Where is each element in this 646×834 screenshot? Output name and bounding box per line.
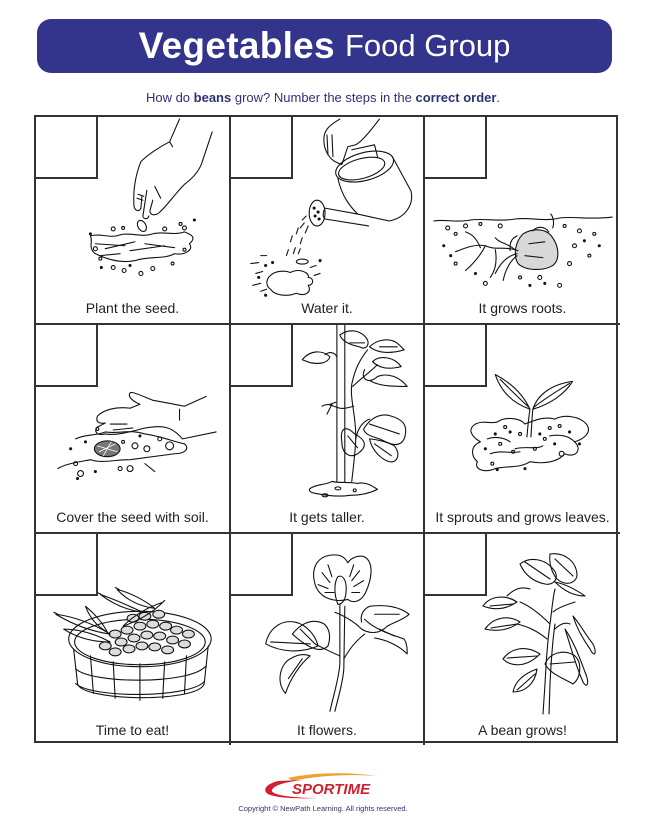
copyright-notice: Copyright © NewPath Learning. All rights reserved. (238, 804, 408, 813)
number-answer-box[interactable] (425, 325, 487, 387)
instructions-bold-order: correct order (415, 90, 497, 105)
step-card-roots (425, 117, 620, 325)
title-bold: Vegetables (138, 25, 335, 66)
step-caption: It sprouts and grows leaves. (435, 509, 610, 525)
number-answer-box[interactable] (231, 325, 293, 387)
step-caption: It gets taller. (289, 509, 365, 525)
instructions-bold-beans: beans (193, 90, 232, 105)
instructions-text: How do (145, 90, 194, 105)
instructions-text: grow? Number the steps in the (231, 90, 416, 105)
step-card-taller (231, 325, 425, 534)
number-answer-box[interactable] (231, 534, 293, 596)
step-caption: Time to eat! (95, 722, 170, 738)
step-caption: It flowers. (297, 722, 357, 738)
step-caption: A bean grows! (478, 722, 567, 738)
number-answer-box[interactable] (36, 325, 98, 387)
step-card-cover-soil (36, 325, 231, 534)
number-answer-box[interactable] (36, 117, 98, 179)
number-answer-box[interactable] (425, 534, 487, 596)
step-caption: Cover the seed with soil. (56, 509, 209, 525)
number-answer-box[interactable] (36, 534, 98, 596)
instructions (0, 90, 646, 105)
step-card-eat (36, 534, 231, 745)
title-banner (37, 19, 612, 73)
step-card-flowers (231, 534, 425, 745)
step-caption: Water it. (301, 300, 353, 316)
instructions-text: . (496, 90, 501, 105)
step-caption: It grows roots. (478, 300, 567, 316)
steps-grid (34, 115, 618, 743)
step-card-plant-seed (36, 117, 231, 325)
step-card-bean-grows (425, 534, 620, 745)
logo-text: SPORTIME (292, 781, 371, 798)
title-regular: Food Group (344, 28, 511, 63)
step-caption: Plant the seed. (85, 300, 180, 316)
sportime-logo (258, 772, 388, 802)
step-card-sprouts (425, 325, 620, 534)
step-card-water (231, 117, 425, 325)
number-answer-box[interactable] (425, 117, 487, 179)
number-answer-box[interactable] (231, 117, 293, 179)
